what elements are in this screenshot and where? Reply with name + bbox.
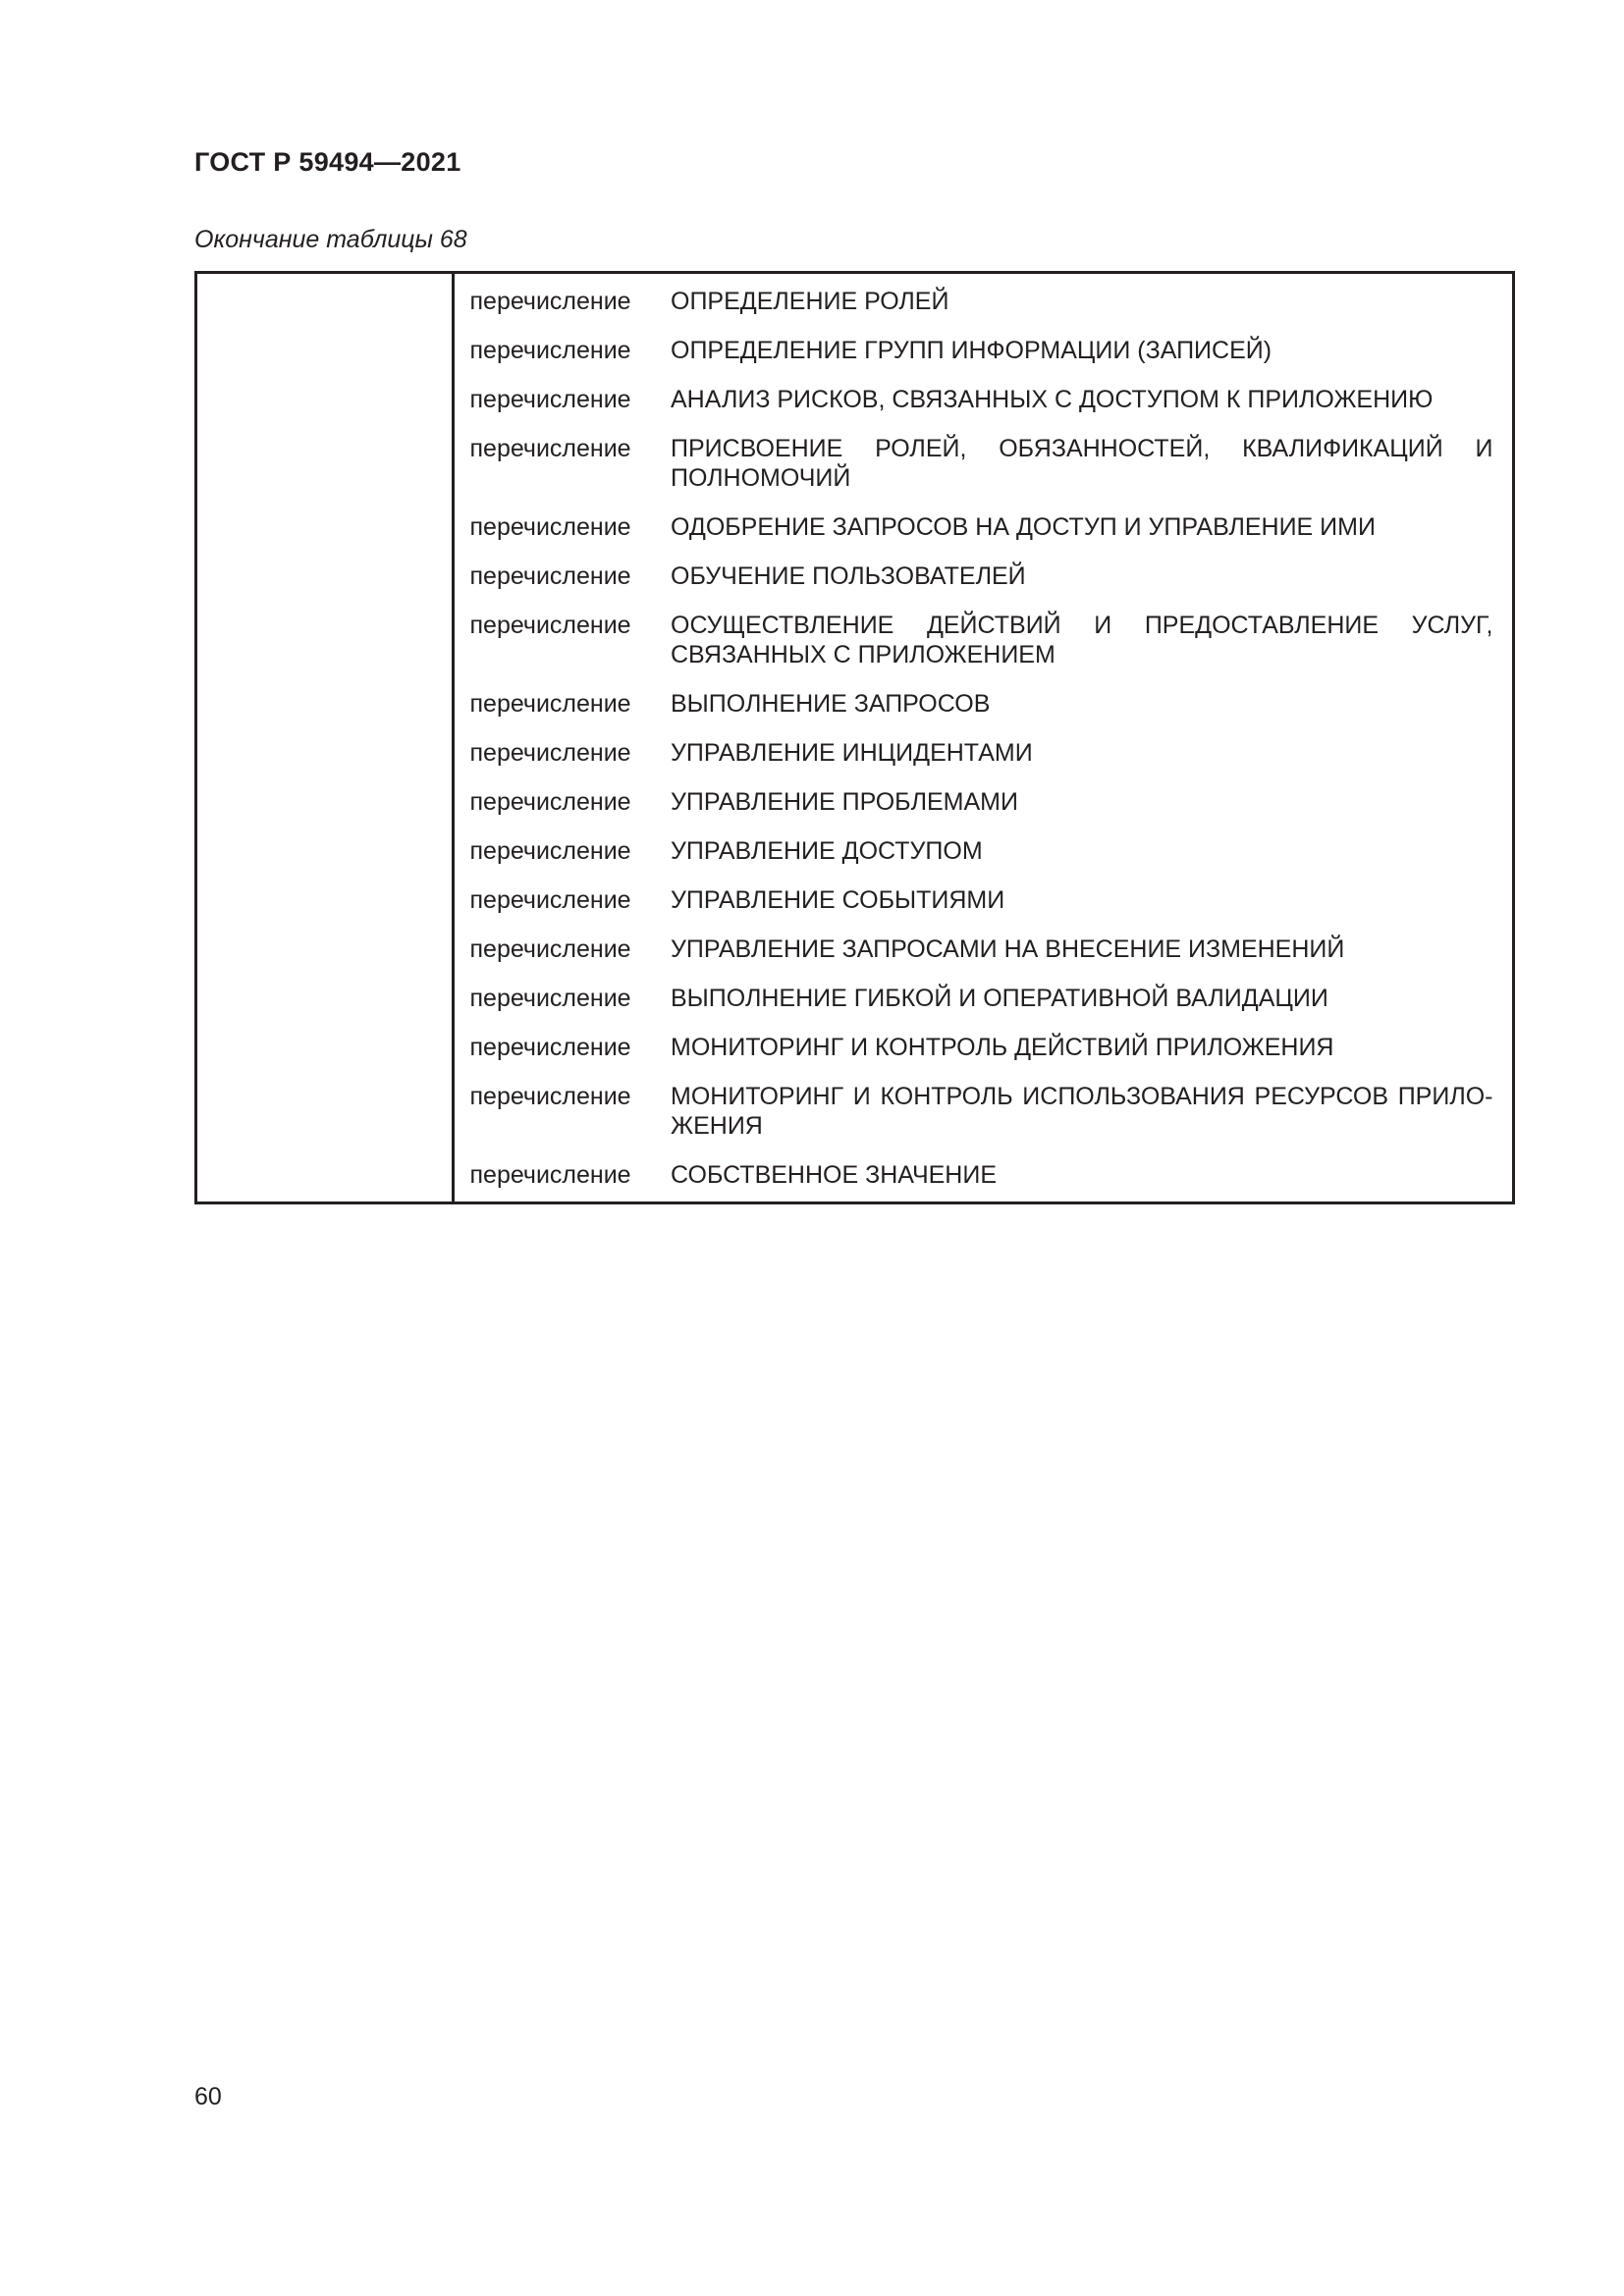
row-type: перечисление	[469, 612, 631, 639]
row-type: перечисление	[469, 788, 631, 816]
row-type: перечисление	[469, 513, 631, 541]
row-value: ОБУЧЕНИЕ ПОЛЬЗОВАТЕЛЕЙ	[671, 562, 1026, 590]
row-value: УПРАВЛЕНИЕ ИНЦИДЕНТАМИ	[671, 739, 1033, 767]
row-value: ОДОБРЕНИЕ ЗАПРОСОВ НА ДОСТУП И УПРАВЛЕНИЕ ИМИ	[671, 513, 1376, 541]
row-type: перечисление	[469, 837, 631, 865]
row-type: перечисление	[469, 337, 631, 364]
page-number: 60	[194, 2083, 222, 2110]
row-type: перечисление	[469, 739, 631, 767]
row-type: перечисление	[469, 935, 631, 963]
row-value: УПРАВЛЕНИЕ СОБЫТИЯМИ	[671, 886, 1005, 914]
row-value: МОНИТОРИНГ И КОНТРОЛЬ ИСПОЛЬЗОВАНИЯ РЕСУРСОВ ПРИЛОЖЕНИЯ	[671, 1083, 1493, 1140]
table-row	[197, 274, 1511, 323]
row-type: перечисление	[469, 1083, 631, 1110]
row-value: ОСУЩЕСТВЛЕНИЕ ДЕЙСТВИЙ И ПРЕДОСТАВЛЕНИЕ УСЛУГ, СВЯЗАННЫХ С ПРИЛОЖЕНИЕМ	[671, 612, 1493, 668]
row-value: УПРАВЛЕНИЕ ЗАПРОСАМИ НА ВНЕСЕНИЕ ИЗМЕНЕНИЙ	[671, 935, 1345, 963]
enumeration-table	[197, 274, 1512, 1201]
row-type: перечисление	[469, 288, 631, 315]
document-header: ГОСТ Р 59494—2021	[194, 147, 461, 177]
row-value: ПРИСВОЕНИЕ РОЛЕЙ, ОБЯЗАННОСТЕЙ, КВАЛИФИКАЦИЙ И ПОЛНОМОЧИЙ	[671, 435, 1493, 492]
row-type: перечисление	[469, 690, 631, 718]
row-type: перечисление	[469, 386, 631, 413]
table-68-continuation	[194, 271, 1515, 1204]
row-type: перечисление	[469, 985, 631, 1012]
row-type: перечисление	[469, 435, 631, 462]
row-type: перечисление	[469, 1034, 631, 1061]
row-type: перечисление	[469, 1161, 631, 1189]
row-value: ВЫПОЛНЕНИЕ ГИБКОЙ И ОПЕРАТИВНОЙ ВАЛИДАЦИИ	[671, 985, 1328, 1012]
row-value: ВЫПОЛНЕНИЕ ЗАПРОСОВ	[671, 690, 991, 718]
row-type: перечисление	[469, 562, 631, 590]
row-type: перечисление	[469, 886, 631, 914]
row-value: УПРАВЛЕНИЕ ДОСТУПОМ	[671, 837, 983, 865]
row-value: АНАЛИЗ РИСКОВ, СВЯЗАННЫХ С ДОСТУПОМ К ПРИЛОЖЕНИЮ	[671, 386, 1434, 413]
row-value: УПРАВЛЕНИЕ ПРОБЛЕМАМИ	[671, 788, 1018, 816]
row-value: МОНИТОРИНГ И КОНТРОЛЬ ДЕЙСТВИЙ ПРИЛОЖЕНИЯ	[671, 1034, 1334, 1061]
row-value: ОПРЕДЕЛЕНИЕ РОЛЕЙ	[671, 288, 949, 315]
row-value: СОБСТВЕННОЕ ЗНАЧЕНИЕ	[671, 1161, 998, 1189]
row-value: ОПРЕДЕЛЕНИЕ ГРУПП ИНФОРМАЦИИ (ЗАПИСЕЙ)	[671, 337, 1272, 364]
empty-attribute-cell	[197, 274, 453, 1201]
table-caption: Окончание таблицы 68	[194, 226, 467, 253]
